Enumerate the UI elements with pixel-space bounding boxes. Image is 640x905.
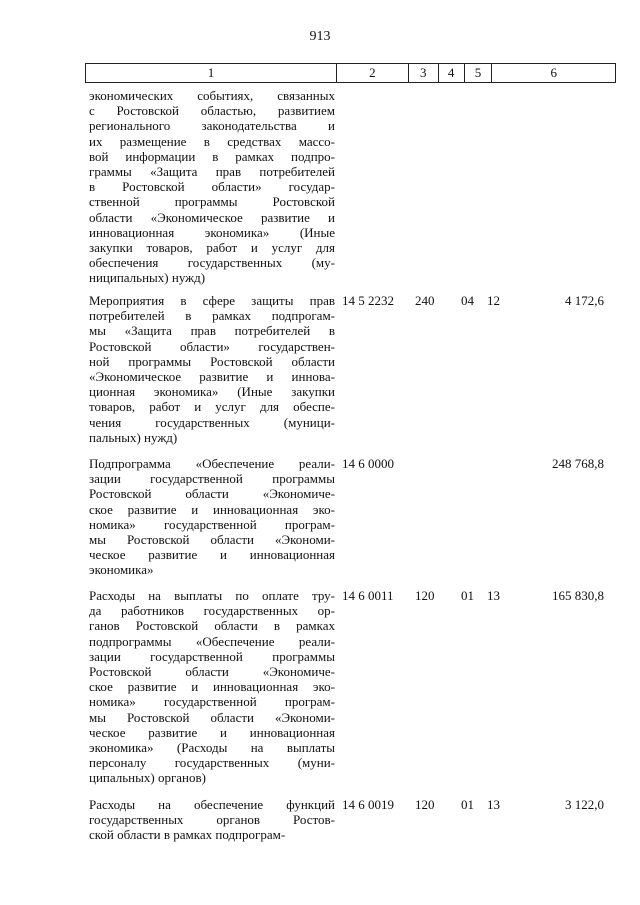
description-line: ципальных) органов): [89, 770, 206, 786]
description-line: их размещение в средствах массо-: [89, 133, 335, 149]
table-row: [85, 456, 616, 578]
description-line: персоналу государственных (муни-: [89, 755, 335, 771]
description-line: в Ростовской области» государ-: [89, 179, 335, 195]
description-line: регионального законодательства и: [89, 118, 335, 134]
description-line: ческое развитие и инновационная: [89, 724, 335, 740]
row-description: [89, 456, 335, 578]
header-col-6: 6: [550, 65, 557, 80]
description-line: области «Экономическое развитие и: [89, 209, 335, 225]
row-description: [89, 293, 335, 445]
description-line: номика» государственной програм-: [89, 516, 335, 532]
description-line: граммы «Защита прав потребителей: [89, 163, 335, 179]
description-line: Мероприятия в сфере защиты прав: [89, 293, 335, 308]
subsection: 13: [487, 797, 500, 812]
description-line: Расходы на выплаты по оплате тру-: [89, 588, 335, 603]
row-description: [89, 88, 335, 285]
row-description: [89, 797, 335, 843]
description-line: мы Ростовской области «Экономи-: [89, 531, 335, 547]
amount: 165 830,8: [552, 588, 604, 603]
header-col-4: 4: [439, 64, 465, 82]
table-row: [85, 293, 616, 445]
description-line: ционная экономика» (Иные закупки: [89, 384, 335, 400]
table-row: [85, 588, 616, 786]
description-line: ниципальных) нужд): [89, 270, 206, 286]
description-line: экономика» (Расходы на выплаты: [89, 739, 335, 755]
description-line: экономика»: [89, 562, 154, 578]
page-number: 913: [309, 29, 331, 44]
table-row: [85, 797, 616, 843]
amount: 3 122,0: [565, 797, 604, 812]
description-line: Ростовской области «Экономиче-: [89, 663, 335, 679]
header-col-1: 1: [86, 64, 337, 82]
description-line: мы Ростовской области «Экономи-: [89, 709, 335, 725]
amount: 4 172,6: [565, 293, 604, 308]
header-col-3: 3: [409, 64, 439, 82]
description-line: ской области в рамках подпрограм-: [89, 827, 286, 843]
description-line: ной программы Ростовской области: [89, 353, 335, 369]
section: 04: [461, 293, 474, 308]
table-row: [85, 88, 616, 286]
description-line: зации государственной программы: [89, 648, 335, 664]
expense-type: 240: [415, 293, 435, 308]
section: 01: [461, 588, 474, 603]
target-code: 14 6 0011: [342, 588, 394, 603]
target-code: 14 6 0019: [342, 797, 394, 812]
description-line: да работников государственных ор-: [89, 603, 335, 619]
header-col-2: 2: [337, 64, 409, 82]
description-line: Ростовской области «Экономиче-: [89, 486, 335, 502]
table-header: [85, 63, 616, 83]
section: 01: [461, 797, 474, 812]
description-line: товаров, работ и услуг для обеспе-: [89, 399, 335, 415]
description-line: инновационная экономика» (Иные: [89, 224, 335, 240]
subsection: 13: [487, 588, 500, 603]
description-line: пальных) нужд): [89, 429, 178, 445]
row-description: [89, 588, 335, 785]
description-line: мы «Защита прав потребителей в: [89, 323, 335, 339]
description-line: вой информации в рамках подпро-: [89, 148, 335, 164]
header-col-5: 5: [465, 64, 493, 82]
description-line: Подпрограмма «Обеспечение реали-: [89, 456, 335, 471]
description-line: Ростовской области» государствен-: [89, 338, 335, 354]
expense-type: 120: [415, 797, 435, 812]
expense-type: 120: [415, 588, 435, 603]
description-line: потребителей в рамках подпрогам-: [89, 308, 335, 324]
description-line: ское развитие и инновационная эко-: [89, 679, 335, 695]
description-line: подпрограммы «Обеспечение реали-: [89, 633, 335, 649]
description-line: зации государственной программы: [89, 471, 335, 487]
description-line: обеспечения государственных (му-: [89, 255, 335, 271]
description-line: государственных органов Ростов-: [89, 812, 335, 828]
description-line: чения государственных (муници-: [89, 414, 335, 430]
description-line: «Экономическое развитие и иннова-: [89, 368, 335, 384]
target-code: 14 6 0000: [342, 456, 394, 471]
description-line: с Ростовской областью, развитием: [89, 103, 335, 119]
description-line: ганов Ростовской области в рамках: [89, 618, 335, 634]
description-line: Расходы на обеспечение функций: [89, 797, 335, 812]
target-code: 14 5 2232: [342, 293, 394, 308]
description-line: ское развитие и инновационная эко-: [89, 501, 335, 517]
description-line: закупки товаров, работ и услуг для: [89, 239, 335, 255]
description-line: экономических событиях, связанных: [89, 88, 335, 103]
subsection: 12: [487, 293, 500, 308]
description-line: ческое развитие и инновационная: [89, 547, 335, 563]
amount: 248 768,8: [552, 456, 604, 471]
description-line: номика» государственной програм-: [89, 694, 335, 710]
description-line: ственной программы Ростовской: [89, 194, 335, 210]
